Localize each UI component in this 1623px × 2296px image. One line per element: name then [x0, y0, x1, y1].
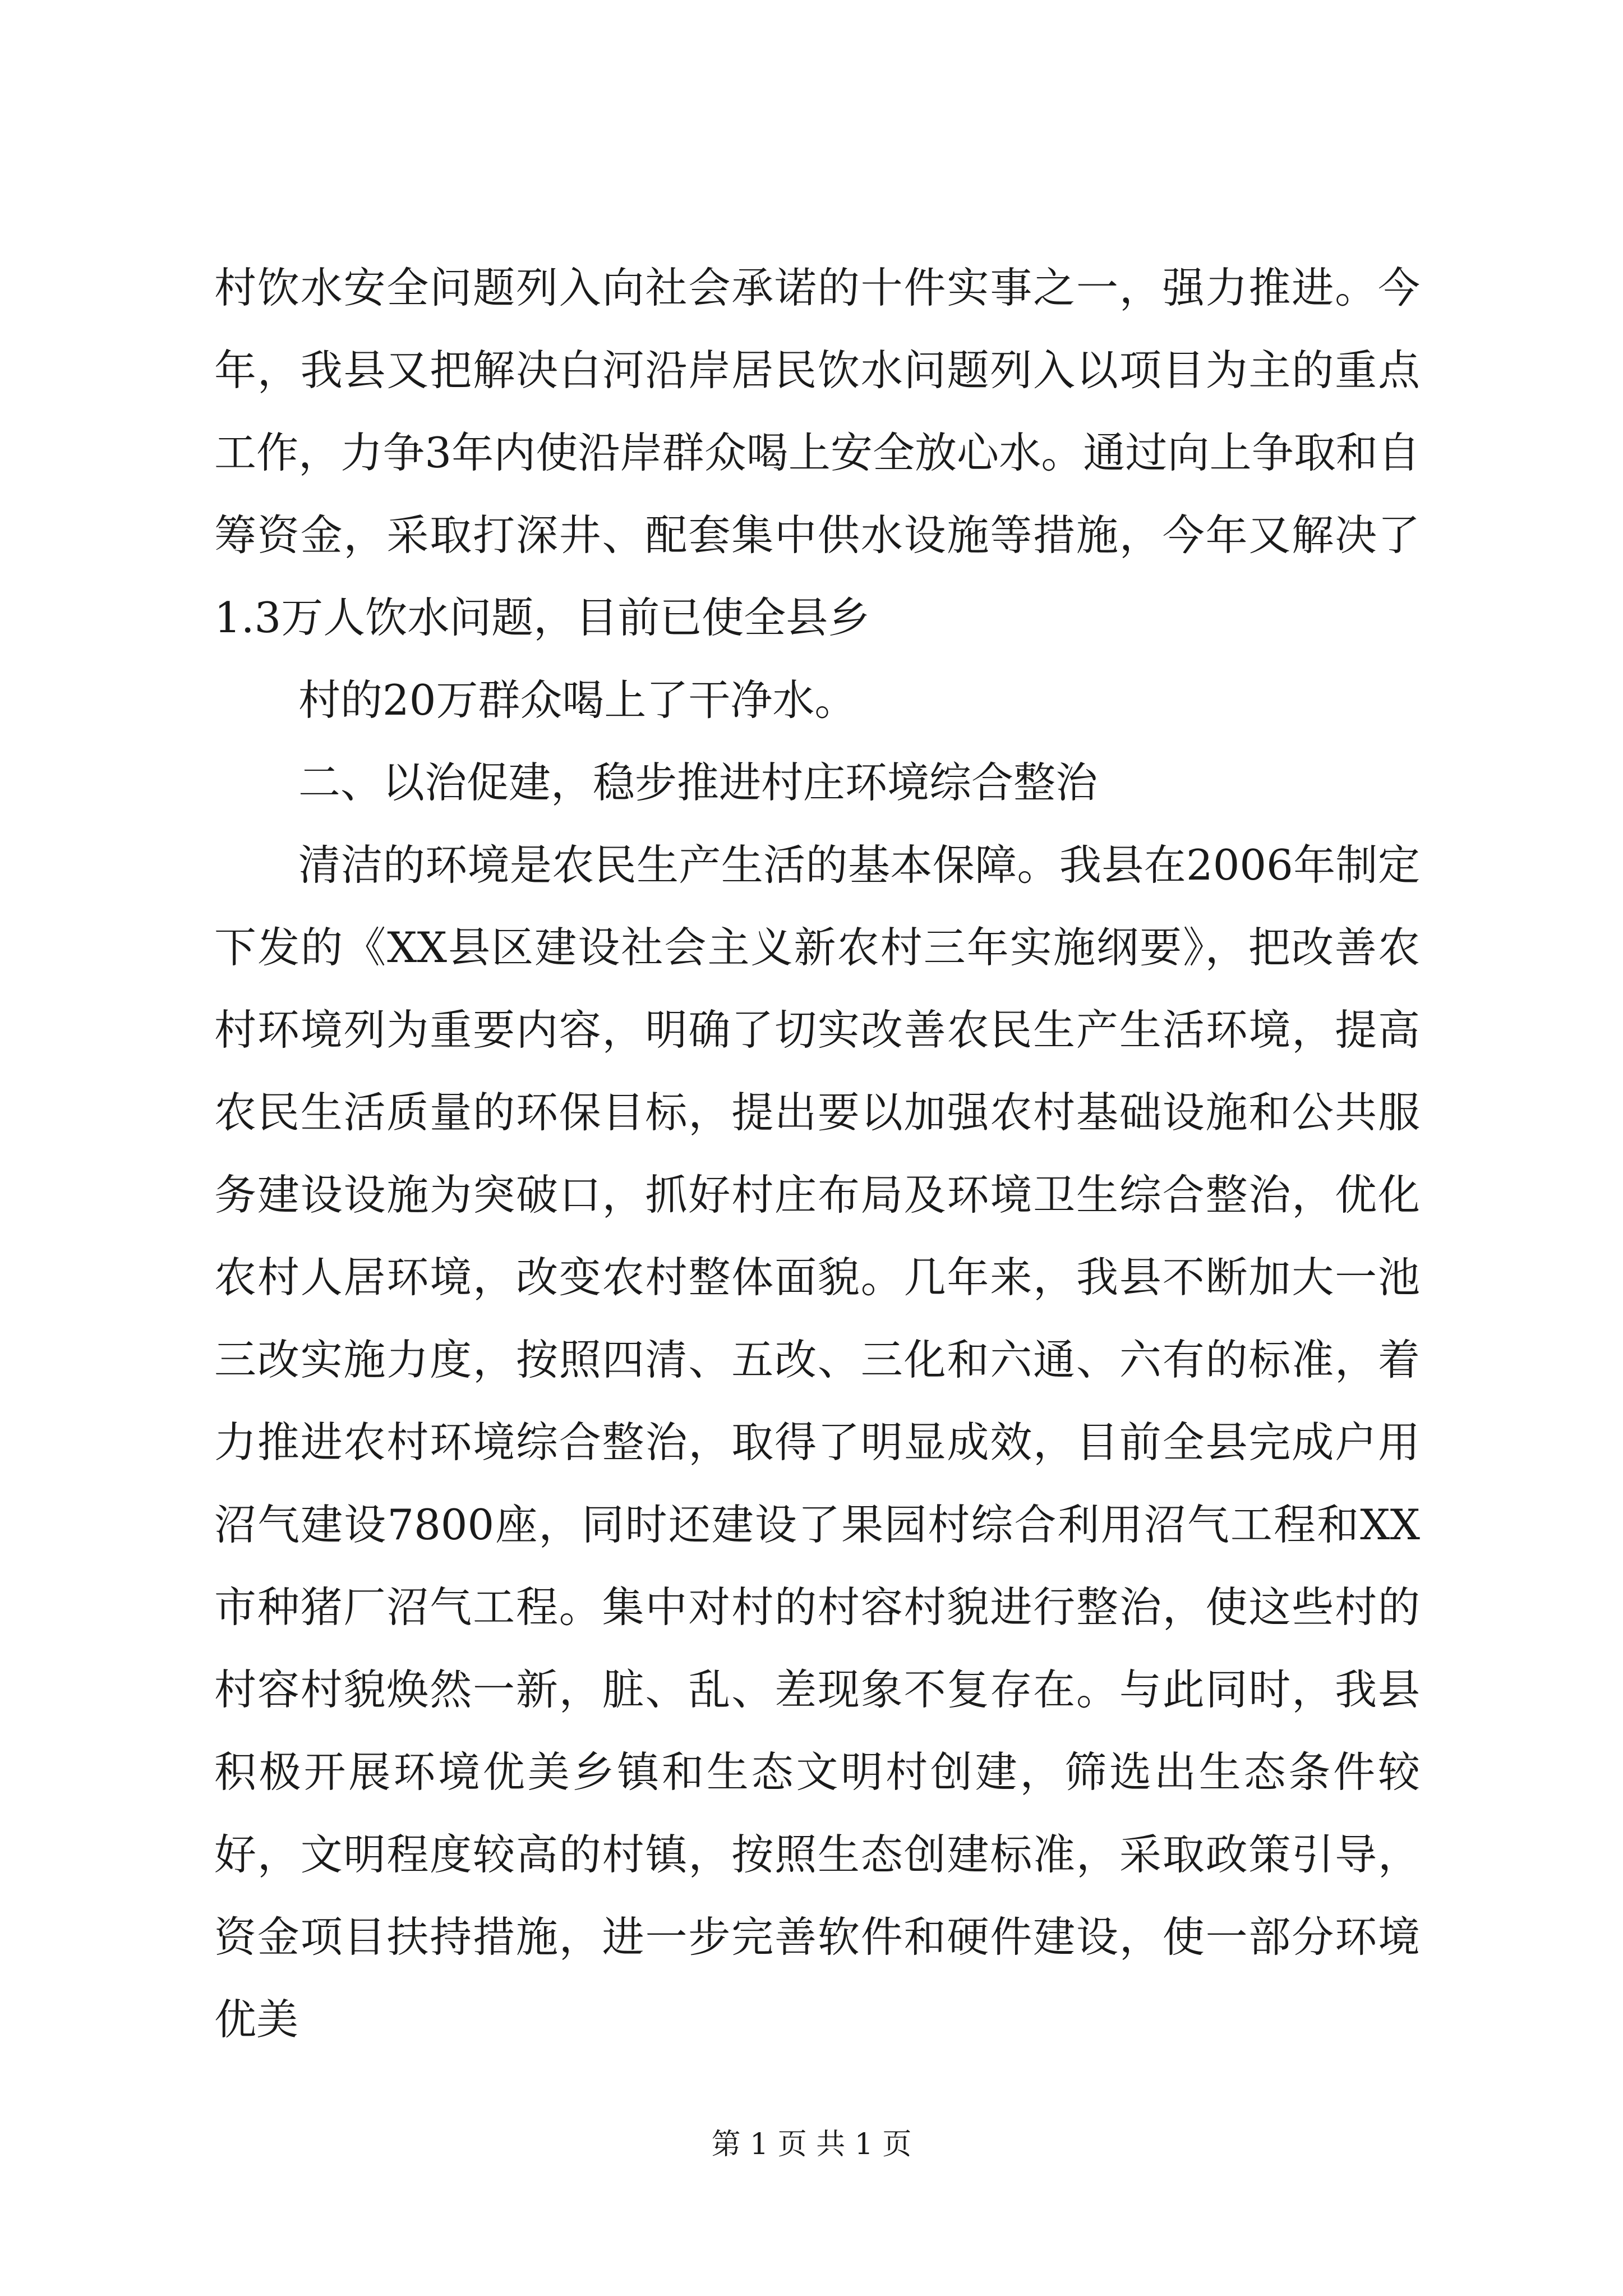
section-heading: 二、以治促建，稳步推进村庄环境综合整治 [298, 758, 1098, 807]
paragraph-body: 清洁的环境是农民生产生活的基本保障。我县在2006年制定下发的《XX县区建设社会主义新农村三年实施纲要》，把改善农村环境列为重要内容，明确了切实改善农民生产生活环境，提高农民生活质量的环保目标，提出要以加强农村基础设施和公共服务建设设施为突破口，抓好村庄布局及环境卫生综合整治，优化农村人居环境，改变农村整体面貌。几年来，我县不断加大一池三改实施力度，按照四清、五改、三化和六通、六有的标准，着力推进农村环境综合整治，取得了明显成效，目前全县完成户用沼气建设7800座，同时还建设了果园村综合利用沼气工程和XX市种猪厂沼气工程。集中对村的村容村貌进行整治，使这些村的村容村貌焕然一新，脏、乱、差现象不复存在。与此同时，我县积极开展环境优美乡镇和生态文明村创建，筛选出生态条件较好，文明程度较高的村镇，按照生态创建标准，采取政策引导，资金项目扶持措施，进一步完善软件和硬件建设，使一部分环境优美 [214, 840, 1420, 2044]
paragraph-continued-indented: 村的20万群众喝上了干净水。 [298, 675, 857, 725]
page-footer: 第 1 页 共 1 页 [711, 2128, 912, 2161]
paragraph-continued: 村饮水安全问题列入向社会承诺的十件实事之一，强力推进。今年，我县又把解决白河沿岸居民饮水问题列入以项目为主的重点工作，力争3年内使沿岸群众喝上安全放心水。通过向上争取和自筹资金，采取打深井、配套集中供水设施等措施，今年又解决了1.3万人饮水问题，目前已使全县乡 [214, 263, 1420, 642]
document-body [214, 247, 1420, 2061]
